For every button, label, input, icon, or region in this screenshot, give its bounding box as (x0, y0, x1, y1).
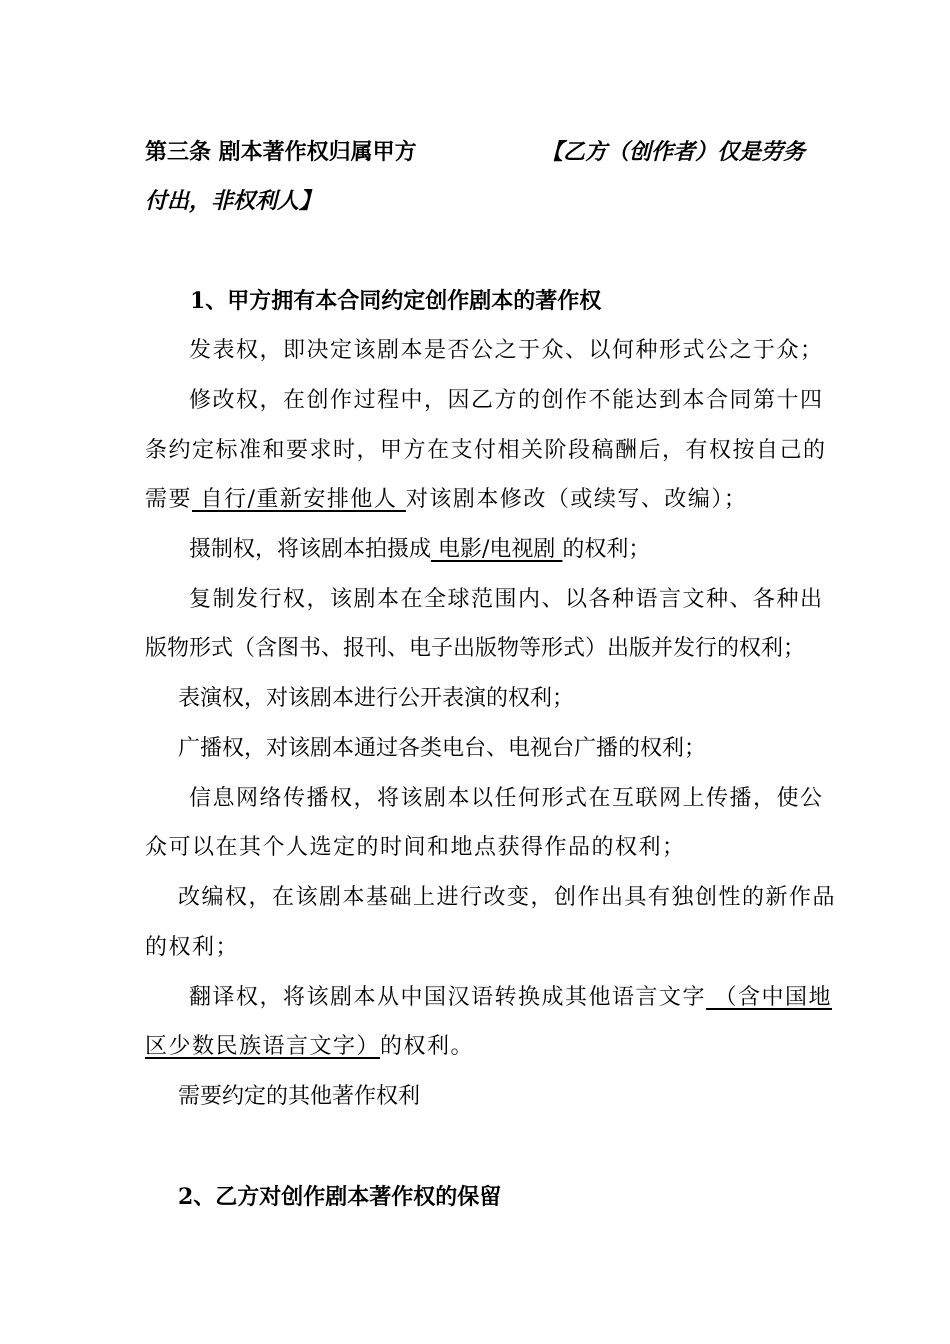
other-rights: 需要约定的其他著作权利 (178, 1084, 421, 1109)
section2-heading: 2、乙方对创作剧本著作权的保留 (178, 1184, 502, 1210)
section1-heading: 1、甲方拥有本合同约定创作剧本的著作权 (190, 288, 602, 314)
broadcast-right: 广播权，对该剧本通过各类电台、电视台广播的权利； (178, 736, 707, 761)
modify-suffix: 对该剧本修改（或续写、改编）； (405, 487, 748, 512)
copy-right-line1: 复制发行权，该剧本在全球范围内、以各种语言文种、各种出 (189, 587, 824, 612)
modify-right-line1: 修改权，在创作过程中，因乙方的创作不能达到本合同第十四 (189, 388, 824, 413)
modify-prefix: 需要 (145, 487, 193, 512)
publish-right: 发表权，即决定该剧本是否公之于众、以何种形式公之于众； (189, 338, 824, 363)
adapt-right-line2: 的权利； (145, 935, 240, 960)
translate-right-line2 (145, 1032, 474, 1062)
shoot-prefix: 摄制权，将该剧本拍摄成 (189, 537, 432, 562)
modify-right-line3 (145, 485, 747, 515)
shoot-right (189, 535, 650, 565)
modify-right-line2: 条约定标准和要求时，甲方在支付相关阶段稿酬后，有权按自己的 (145, 438, 827, 463)
translate-suffix: 的权利。 (380, 1034, 475, 1059)
translate-fill-value-part2: 区少数民族语言文字） (145, 1034, 381, 1059)
copy-right-line2: 版物形式（含图书、报刊、电子出版物等形式）出版并发行的权利； (145, 636, 806, 661)
article-note-line1: 【乙方（创作者）仅是劳务 (541, 139, 806, 165)
translate-right-line1 (189, 983, 832, 1013)
shoot-fill-value: 电影/电视剧 (431, 537, 563, 562)
article-note-line2: 付出，非权利人】 (145, 188, 322, 214)
translate-prefix: 翻译权，将该剧本从中国汉语转换成其他语言文字 (189, 985, 707, 1010)
article-title: 第三条 剧本著作权归属甲方 (145, 139, 417, 165)
network-right-line1: 信息网络传播权，将该剧本以任何形式在互联网上传播，使公 (189, 786, 824, 811)
perform-right: 表演权，对该剧本进行公开表演的权利； (178, 686, 575, 711)
network-right-line2: 众可以在其个人选定的时间和地点获得作品的权利； (145, 835, 686, 860)
modify-fill-value: 自行/重新安排他人 (192, 487, 406, 512)
shoot-suffix: 的权利； (562, 537, 651, 562)
translate-fill-value-part1: （含中国地 (706, 985, 833, 1010)
adapt-right-line1: 改编权，在该剧本基础上进行改变，创作出具有独创性的新作品 (178, 885, 837, 910)
